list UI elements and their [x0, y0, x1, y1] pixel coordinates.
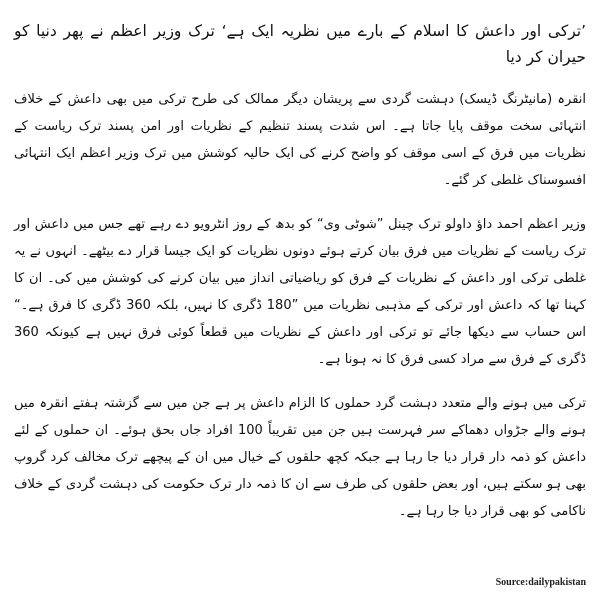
article-paragraph-2: وزیر اعظم احمد داؤ داولو ترک چینل ”شوٹی وی“ کو بدھ کے روز انٹرویو دے رہے تھے جس میں داعش اور ترک ریاست کے نظریات میں فرق بیان کرتے ہوئے دونوں نظریات کو ایک جیسا قرار دے بیٹھے۔ انہوں نے یہ غلطی ترکی اور داعش کے نظریات کے فرق کو ریاضیاتی انداز میں بیان کرنے کی کوشش میں کی۔ ان کا کہنا تھا کہ داعش اور ترکی کے مذہبی نظریات میں ”180 ڈگری کا نہیں، بلکہ 360 ڈگری کا فرق ہے۔“ اس حساب سے دیکھا جائے تو ترکی اور داعش کے نظریات میں قطعاً کوئی فرق نہیں ہے کیونکہ 360 ڈگری کے فرق سے مراد کسی فرق کا نہ ہونا ہے۔	[14, 217, 586, 367]
news-article	[14, 18, 586, 578]
source-credit: Source:dailypakistan	[495, 577, 586, 588]
article-paragraph-3: ترکی میں ہونے والے متعدد دہشت گرد حملوں کا الزام داعش پر ہے جن میں سے گزشتہ ہفتے انقرہ میں ہونے والے جڑواں دھماکے سر فہرست ہیں جن میں تقریباً 100 افراد جاں بحق ہوئے۔ ان حملوں کے لئے داعش کو ذمہ دار قرار دیا جا رہا ہے جبکہ کچھ حلقوں کے خیال میں ان کے پیچھے ترک مخالف کرد گروپ بھی ہو سکتے ہیں، اور بعض حلقوں کی طرف سے ان کا ذمہ دار ترک حکومت کی دہشت گردی کے خلاف ناکامی کو بھی قرار دیا جا رہا ہے۔	[14, 396, 587, 519]
article-paragraph-1: انقرہ (مانیٹرنگ ڈیسک) دہشت گردی سے پریشان دیگر ممالک کی طرح ترکی میں بھی داعش کے خلاف انتہائی سخت موقف پایا جاتا ہے۔ اس شدت پسند تنظیم کے نظریات اور امن پسند ترک ریاست کے نظریات میں فرق کے اسی موقف کو واضح کرنے کی ایک حالیہ کوشش میں ترک وزیر اعظم ایک انتہائی افسوسناک غلطی کر گئے۔	[14, 92, 586, 188]
article-headline: ’ترکی اور داعش کا اسلام کے بارے میں نظریہ ایک ہے‘ ترک وزیر اعظم نے پھر دنیا کو حیران کر دیا	[14, 22, 586, 66]
